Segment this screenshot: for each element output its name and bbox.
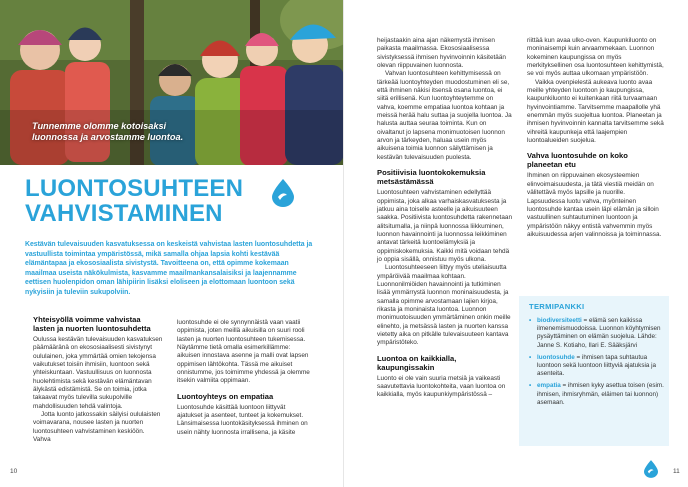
glossary-definition: = ihmisen kyky asettua toisen (esim. ihmisen, ihmisryhmän, eläimen tai luonnon) asemaan. [537,382,664,406]
body-paragraph: Oulussa kestävän tulevaisuuden kasvatuksen päämääränä on ekososiaalisesti sivistynyt oululainen, joka ymmärtää omien tekojensa vaikutukset toisiin ihmisiin, luontoon sekä yhteiskuntaan. Vastuullisuus on luonnosta huolehtimista sekä kestävän elämäntavan älykästä edistämistä. Se on toimia, jotka takaavat myös tulevilla sukupolville mahdollisuuden tehdä valintoja. [33,336,163,410]
footer-water-drop-icon [644,460,658,478]
glossary-term: empatia [537,382,561,390]
glossary-box [519,296,669,446]
glossary-item [529,317,667,350]
lead-paragraph: Kestävän tulevaisuuden kasvatuksessa on keskeistä vahvistaa lasten luontosuhdetta ja vastuullista toimintaa ympäristössä, mikä samalla ohjaa lapsia kohti kestävää elämäntapaa ja ekososiaalista sivistystä. Tavoitteena on, että opimme kokemaan maailmaa useista näkökulmista, kasvamme maailmankansalaisiksi ja laajennamme eettisen huolenpidon oman lähipiirin lisäksi eloliseen ja elottomaan luontoon sekä nykyisiin ja tuleviin sukupolviin. [25,241,313,296]
body-paragraph: Luontosuhteeseen liittyy myös uteliaisuutta ympäröivää maailmaa kohtaan. Luonnonilmiöiden havainnointi ja tutkiminen lisää ymmärrystä luonnon moninaisuudesta, ja samalla opimme arvostamaan lajien kirjoa, rikasta ja moninaista luontoa. Luonnon monimuotoisuuden ymmärtäminen onkin meille elinehto, ja metsässä lasten ja nuorten kanssa vietetty aika on pitkälle tulevaisuuteen kantava ympäristöteko. [377,264,511,347]
body-paragraph: luontosuhde ei ole synnynnäistä vaan vaatii oppimista, joten meillä aikuisilla on suuri rooli lasten ja nuorten luontosuhteen tukemisessa. Näytämme tietä omalla esimerkillämme: aikuisen innostava asenne ja malli ovat lapsen oppimisen lähtökohta. Tässä me aikuiset onnistumme, jos toimimme yhdessä ja olemme itsekin valmiita oppimaan. [177,319,310,385]
section-heading: Yhteisyöllä voimme vahvistaa lasten ja nuorten luontosuhdetta [33,315,151,333]
section-heading: Luontoyhteys on empatiaa [177,391,274,401]
body-paragraph: Luonto ei ole vain suuria metsiä ja vaikeasti saavutettavia luontokohteita, vaan luontoa on kaikkialla, myös kaupunkiympäristössä – [377,374,506,399]
body-paragraph: Luontosuhde käsittää luontoon liittyvät ajatukset ja asenteet, tunteet ja kokemukset. Länsimaisessa luontokäsityksessä ihminen on usein nähty luonnosta irrallisena, ja käsite [177,403,308,436]
water-drop-icon [272,179,294,207]
glossary-term: biodiversiteetti [537,317,582,324]
glossary-list [519,317,669,407]
glossary-term: luontosuhde [537,353,575,361]
body-paragraph: Jotta luonto jatkossakin säilyisi oululaisten voimavarana, nousee lasten ja nuorten luontosuhteen vahvistaminen keskiöön. Vahva [33,411,161,444]
section-heading: Vahva luontosuhde on koko planeetan etu [527,151,628,170]
body-paragraph: riittää kun avaa ulko-oven. Kaupunkiluonto on moninaisempi kuin arvaammekaan. Luonnon kokeminen kaupungissa on myös merkityksellinen osa luontosuhteen kehittymistä, se voi myös auttaa ulkomaan ympäristöön. [527,37,664,78]
right-column-1 [377,37,512,400]
body-paragraph: Ihminen on riippuvainen ekosysteemien elinvoimaisuudesta, ja tätä viestiä meidän on välitettävä myös lapsille ja nuorille. Lapsuudessa luotu vahva, myönteinen luontosuhde kantaa usein läpi elämän ja silloin vastuullinen suhtautuminen luontoon ja ympäristöön näkyy entistä vahvemmin myös aikuisuudessa arjen valinnoissa ja toiminnassa. [527,172,662,238]
body-paragraph: heijastaakin aina ajan näkemystä ihmisen paikasta maailmassa. Ekososiaalisessa sivistyksessä ihmisen hyvinvoinnin käsitetään olevan riippuvainen luonnosta. [377,37,506,70]
title-line-2: VAHVISTAMINEN [25,200,223,227]
children-in-forest-photo [0,0,344,165]
glossary-item [529,382,667,407]
left-column-2 [177,319,312,437]
photo-caption: Tunnemme olomme kotoisaksi luonnossa ja arvostamme luontoa. [32,121,184,142]
page-title [25,176,295,226]
title-line-1: LUONTOSUHTEEN [25,175,244,202]
section-heading: Luontoa on kaikkialla, kaupungissakin [377,353,457,372]
body-paragraph: Vaikka ovenpielestä aukeava luonto avaa meille yhteyden luontoon jo kaupungissa, kaupunkiluonto ei kuitenkaan riitä turvaamaan hyvinvointiamme. Tarvitsemme maapallolle yhä enemmän myös suojeltua luontoa. Planeetan ja ihmisen hyvinvoinnin kannalta tarvitsemme sekä vihreitä kaupunkeja että laajempien luontoalueiden suojelua. [527,78,664,145]
glossary-item [529,354,667,379]
right-column-2 [527,37,664,239]
left-column-1 [33,315,163,444]
body-paragraph: Luontosuhteen vahvistaminen edellyttää oppimista, joka alkaa varhaiskasvatuksesta ja jatkuu aina toiselle asteelle ja aikuisuuteen saakka. Positiivista luontosuhdetta rakennetaan alitsitumalla, ja niinpä luonnossa liikkuminen, luonnon havainnointi ja luonnossa leikkiminen antavat tärkeitä luontoelämyksiä ja oppimiskokemuksia. Kaikki mitä voidaan tehdä jo oppia sisällä, onnistuu myös ulkona. [377,189,512,263]
glossary-definition: = elämä sen kaikissa ilmenemismuodoissa. Luonnon köyhtymisen pysäyttäminen on elämän suojelua. Lähde: Janne S. Kotiaho, Ilari E. Sääksjärvi [537,317,661,349]
body-paragraph: Vahvan luontosuhteen kehittymisessä on tärkeää luontoyhteyden muodostuminen eli se, että ihminen näkisi itsensä osana luontoa, ei siitä erillisenä. Kun luontoyhteytemme on vahva, koemme empatiaa luontoa kohtaan ja meissä herää halu suttaa ja suojella luontoa. Ja halusta auttaa seuraa toiminta. Kun on oivaltanut jo lapsena monimuotoisen luonnon arvon ja tärkeyden, haluaa usein myös aikuisena toimia luonnon säilyttämisen ja kestävän tulevaisuuden puolesta. [377,70,512,161]
page-number-right: 11 [673,468,680,475]
page-number-left: 10 [10,468,18,475]
section-heading: Positiivisia luontokokemuksia metsästämässä [377,168,486,187]
glossary-definition: = ihmisen tapa suhtautua luontoon sekä luontoon liittyviä ajatuksia ja asenteita. [537,353,657,378]
glossary-title: TERMIPANKKI [529,302,585,311]
